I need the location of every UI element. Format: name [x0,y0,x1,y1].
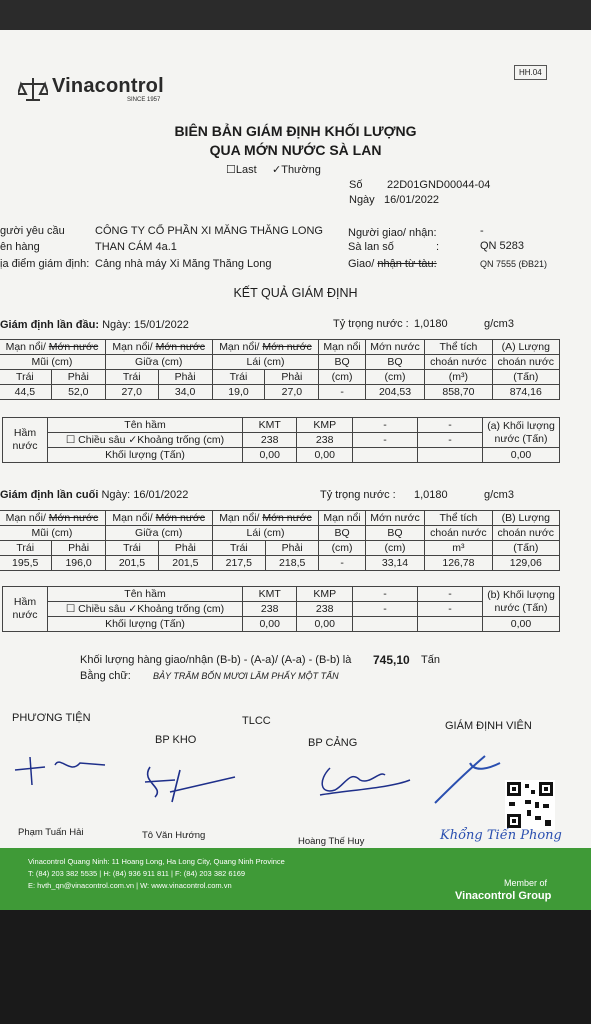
header-cell: Mạn nổi/ Mớn nước [212,511,319,526]
checkmark-icon: ✓ [272,164,282,176]
background-surface [0,910,591,1024]
kmp-header: KMP [297,418,353,433]
data-cell: 858,70 [425,385,492,400]
empty-cell [353,617,418,632]
header-cell: Phải [158,370,212,385]
signature-image [310,760,420,800]
data-cell: 218,5 [265,556,318,571]
data-cell: 27,0 [105,385,158,400]
footer-address: Vinacontrol Quang Ninh: 11 Hoang Long, Ha Long City, Quang Ninh Province [28,857,285,866]
tank-label: Hầm nước [3,587,48,632]
signer-name-3: Hoàng Thế Huy [298,836,365,847]
data-cell: 874,16 [492,385,559,400]
dash-cell: - [418,433,483,448]
document-title: BIÊN BẢN GIÁM ĐỊNH KHỐI LƯỢNG [174,123,417,139]
tank-label: Hầm nước [3,418,48,463]
dash-cell: - [353,433,418,448]
giam-dinh-vien-label: GIÁM ĐỊNH VIÊN [445,720,532,732]
header-cell: choán nước [425,355,492,370]
data-cell: 52,0 [51,385,105,400]
table-row [0,385,560,400]
footer-bar [0,848,591,910]
footer-member-group: Vinacontrol Group [455,890,552,902]
kmt-header: KMT [243,587,297,602]
header-cell: choán nước [425,526,492,541]
kmt-header: KMT [243,418,297,433]
ngay-value: 16/01/2022 [384,194,440,206]
checkbox-empty-icon: ☐ [65,433,76,446]
data-cell: 44,5 [0,385,51,400]
checkmark-icon: ✓ [128,433,138,446]
header-cell: m³ [425,541,492,556]
signature-image [130,762,240,807]
last-tank-table [2,586,560,632]
last-density-value: 1,0180 [414,489,448,501]
header-cell: Trái [105,541,158,556]
data-cell: 27,0 [265,385,319,400]
header-cell: BQ [365,526,425,541]
requester-value: CÔNG TY CỔ PHẦN XI MĂNG THĂNG LONG [95,225,323,237]
header-cell: (Tấn) [492,541,559,556]
footer-phone: T: (84) 203 382 5535 | H: (84) 936 911 811 | F: (84) 203 382 6169 [28,869,246,878]
option-last: ☐Last [226,164,257,176]
header-cell: Giữa (cm) [105,526,212,541]
bp-kho-label: BP KHO [155,734,197,746]
dash-cell: - [418,418,483,433]
signature-image [10,745,110,785]
empty-cell [418,448,483,463]
company-logo-text: Vinacontrol [52,75,164,97]
header-cell: (cm) [319,541,365,556]
so-value: 22D01GND00044-04 [387,179,491,191]
depth-options: ☐ Chiều sâu ✓Khoảng trống (cm) [48,433,243,448]
header-cell: Mũi (cm) [0,526,105,541]
first-draft-table [0,339,560,400]
header-cell: Mạn nổi/ Mớn nước [105,340,212,355]
header-cell: (B) Lượng [492,511,559,526]
header-cell: Thể tích [425,511,492,526]
data-cell: 0,00 [483,617,560,632]
data-cell: 238 [297,602,353,617]
phuong-tien-label: PHƯƠNG TIỆN [12,712,91,724]
dash-cell: - [353,418,418,433]
form-code: HH.04 [514,65,547,80]
checkbox-empty-icon: ☐ [226,164,236,176]
header-cell: Mạn nổi/ Mớn nước [0,511,105,526]
qr-code-icon [505,780,555,830]
tlcc-label: TLCC [242,715,271,727]
weight-label: Khối lượng (Tấn) [48,448,243,463]
goods-value: THAN CÁM 4a.1 [95,241,177,253]
signer-name-2: Tô Văn Hướng [142,830,206,841]
first-density-unit: g/cm3 [484,318,514,330]
header-cell: Trái [0,370,51,385]
dash-cell: - [353,587,418,602]
header-cell: Trái [105,370,158,385]
option-normal: ✓Thường [272,164,321,176]
dash-cell: - [418,587,483,602]
header-cell: Phải [51,370,105,385]
signer-name-1: Phạm Tuấn Hải [18,827,84,838]
header-cell: Phải [265,370,319,385]
header-cell: (cm) [365,370,425,385]
header-cell: (A) Lượng [492,340,559,355]
side-label: (a) Khối lượng nước (Tấn) [483,418,560,448]
header-cell: Lái (cm) [212,526,319,541]
barge-label: Sà lan số [348,241,394,253]
empty-cell [353,448,418,463]
place-value: Cảng nhà máy Xi Măng Thăng Long [95,258,272,270]
header-cell: Lái (cm) [212,355,319,370]
header-cell: Mạn nổi [319,511,365,526]
document-subtitle: QUA MỚN NƯỚC SÀ LAN [209,142,382,158]
data-cell: 195,5 [0,556,52,571]
data-cell: 0,00 [297,448,353,463]
header-cell: Phải [265,541,318,556]
header-cell: Trái [0,541,52,556]
requester-label: gười yêu cầu [0,225,65,237]
header-cell: Mạn nổi/ Mớn nước [212,340,319,355]
ngay-label: Ngày [349,194,375,206]
first-heading: Giám định lần đầu: Ngày: 15/01/2022 [0,319,189,331]
header-cell: (Tấn) [492,370,559,385]
header-cell: Mạn nổi/ Mớn nước [105,511,212,526]
header-cell: Giữa (cm) [105,355,212,370]
data-cell: 204,53 [365,385,425,400]
dash-cell: - [353,602,418,617]
header-cell: BQ [365,355,425,370]
dash-cell: - [418,602,483,617]
last-heading: Giám định lần cuối Ngày: 16/01/2022 [0,489,189,501]
first-tank-table [2,417,560,463]
header-cell: Mớn nước [365,511,425,526]
header-cell: BQ [319,355,365,370]
data-cell: 0,00 [243,617,297,632]
side-label: (b) Khối lượng nước (Tấn) [483,587,560,617]
header-cell: Phải [52,541,105,556]
table-row [0,556,560,571]
footer-email: E: hvth_qn@vinacontrol.com.vn | W: www.vinacontrol.com.vn [28,881,232,890]
data-cell: 238 [297,433,353,448]
last-density-unit: g/cm3 [484,489,514,501]
words-value: BẢY TRĂM BỐN MƯƠI LĂM PHẨY MỘT TẤN [153,671,339,681]
header-cell: Mạn nổi/ Mớn nước [0,340,105,355]
data-cell: 19,0 [212,385,265,400]
data-cell: 33,14 [365,556,425,571]
header-cell: Thể tích [425,340,492,355]
header-cell: (cm) [365,541,425,556]
so-label: Số [349,179,363,191]
tank-name-header: Tên hầm [48,418,243,433]
total-label: Khối lượng hàng giao/nhận (B-b) - (A-a)/ (A-a) - (B-b) là [80,654,352,666]
data-cell: 201,5 [159,556,212,571]
data-cell: 0,00 [297,617,353,632]
header-cell: BQ [319,526,365,541]
header-cell: choán nước [492,526,559,541]
header-cell: Trái [212,370,265,385]
document-sheet [0,30,591,910]
deliverer-value: - [480,225,484,237]
since-text: SINCE 1957 [127,97,161,103]
goods-label: ên hàng [0,241,40,253]
data-cell: 238 [243,602,297,617]
header-cell: Trái [212,541,265,556]
last-density-label: Tỷ trọng nước : [320,489,396,501]
place-label: ịa điểm giám định: [0,258,90,270]
data-cell: 217,5 [212,556,265,571]
barge-value: QN 5283 [480,240,525,252]
checkmark-icon: ✓ [128,602,138,615]
last-draft-table [0,510,560,571]
signature-image [430,748,510,808]
header-cell: Mũi (cm) [0,355,105,370]
total-unit: Tấn [421,654,440,666]
giao-label: Giao/ nhận từ tàu: [348,258,437,270]
data-cell: 0,00 [243,448,297,463]
signer-name-4: Khổng Tiến Phong [440,828,562,843]
first-density-label: Tỷ trọng nước : [333,318,409,330]
giao-value: QN 7555 (ĐB21) [480,259,548,269]
data-cell: 196,0 [52,556,105,571]
header-cell: (cm) [319,370,365,385]
header-cell: Phải [159,541,212,556]
header-cell: Mớn nước [365,340,425,355]
header-cell: Mạn nổi [319,340,365,355]
bp-cang-label: BP CẢNG [308,737,358,749]
scale-logo-icon [18,76,48,102]
empty-cell [418,617,483,632]
data-cell: 129,06 [492,556,559,571]
data-cell: - [319,385,365,400]
barge-colon: : [436,241,440,253]
data-cell: - [319,556,365,571]
deliverer-label: Người giao/ nhận: [348,227,437,239]
footer-member-label: Member of [504,878,548,888]
checkbox-empty-icon: ☐ [65,602,76,615]
data-cell: 201,5 [105,556,158,571]
depth-options: ☐ Chiều sâu ✓Khoảng trống (cm) [48,602,243,617]
data-cell: 238 [243,433,297,448]
header-cell: (m³) [425,370,492,385]
result-title: KẾT QUẢ GIÁM ĐỊNH [233,286,358,300]
data-cell: 0,00 [483,448,560,463]
total-value: 745,10 [373,653,410,667]
kmp-header: KMP [297,587,353,602]
first-density-value: 1,0180 [414,318,448,330]
data-cell: 126,78 [425,556,492,571]
weight-label: Khối lượng (Tấn) [48,617,243,632]
data-cell: 34,0 [158,385,212,400]
words-label: Bằng chữ: [80,670,131,682]
tank-name-header: Tên hầm [48,587,243,602]
header-cell: choán nước [492,355,559,370]
